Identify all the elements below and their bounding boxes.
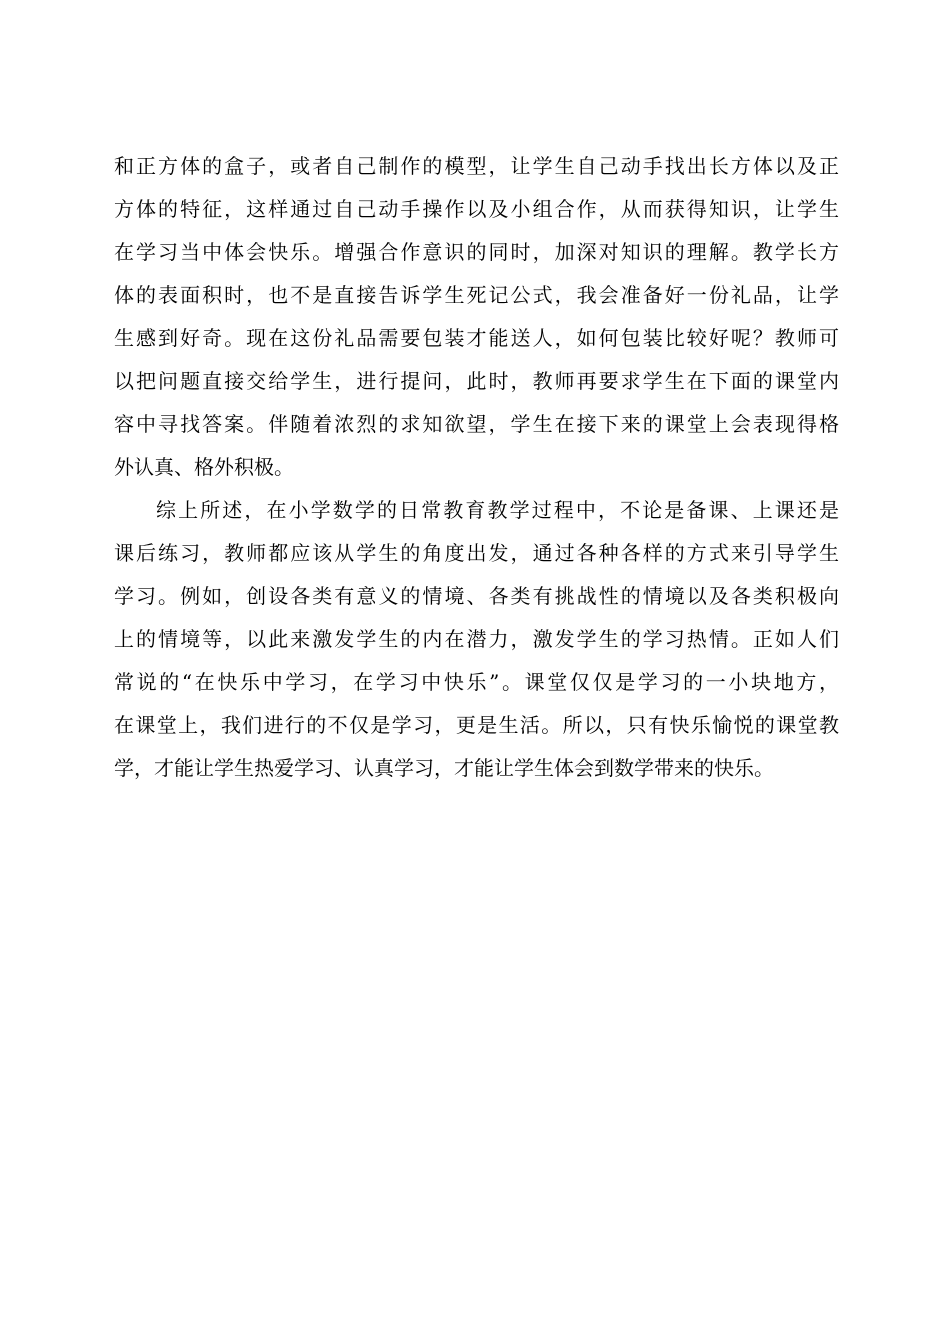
- paragraph-1: [114, 145, 839, 489]
- text-line: 和正方体的盒子，或者自己制作的模型，让学生自己动手找出长方体以及正: [114, 154, 839, 178]
- text-line: 综上所述，在小学数学的日常教育教学过程中，不论是备课、上课还是: [156, 498, 839, 522]
- text-line: 在课堂上，我们进行的不仅是学习，更是生活。所以，只有快乐愉悦的课堂教: [114, 713, 839, 737]
- document-body: [114, 145, 839, 790]
- text-line: 生感到好奇。现在这份礼品需要包装才能送人，如何包装比较好呢？教师可: [114, 326, 839, 350]
- text-line: 外认真、格外积极。: [114, 455, 294, 479]
- paragraph-2: [114, 489, 839, 790]
- text-line: 方体的特征，这样通过自己动手操作以及小组合作，从而获得知识，让学生: [114, 197, 839, 221]
- text-line: 上的情境等，以此来激发学生的内在潜力，激发学生的学习热情。正如人们: [114, 627, 839, 651]
- text-line: 学习。例如，创设各类有意义的情境、各类有挑战性的情境以及各类积极向: [114, 584, 839, 608]
- text-line: 体的表面积时，也不是直接告诉学生死记公式，我会准备好一份礼品，让学: [114, 283, 839, 307]
- text-line: 以把问题直接交给学生，进行提问，此时，教师再要求学生在下面的课堂内: [114, 369, 839, 393]
- text-line: 在学习当中体会快乐。增强合作意识的同时，加深对知识的理解。教学长方: [114, 240, 839, 264]
- text-line: 常说的“在快乐中学习，在学习中快乐”。课堂仅仅是学习的一小块地方，: [114, 670, 839, 694]
- text-line: 学，才能让学生热爱学习、认真学习，才能让学生体会到数学带来的快乐。: [114, 756, 774, 780]
- text-line: 容中寻找答案。伴随着浓烈的求知欲望，学生在接下来的课堂上会表现得格: [114, 412, 839, 436]
- text-line: 课后练习，教师都应该从学生的角度出发，通过各种各样的方式来引导学生: [114, 541, 839, 565]
